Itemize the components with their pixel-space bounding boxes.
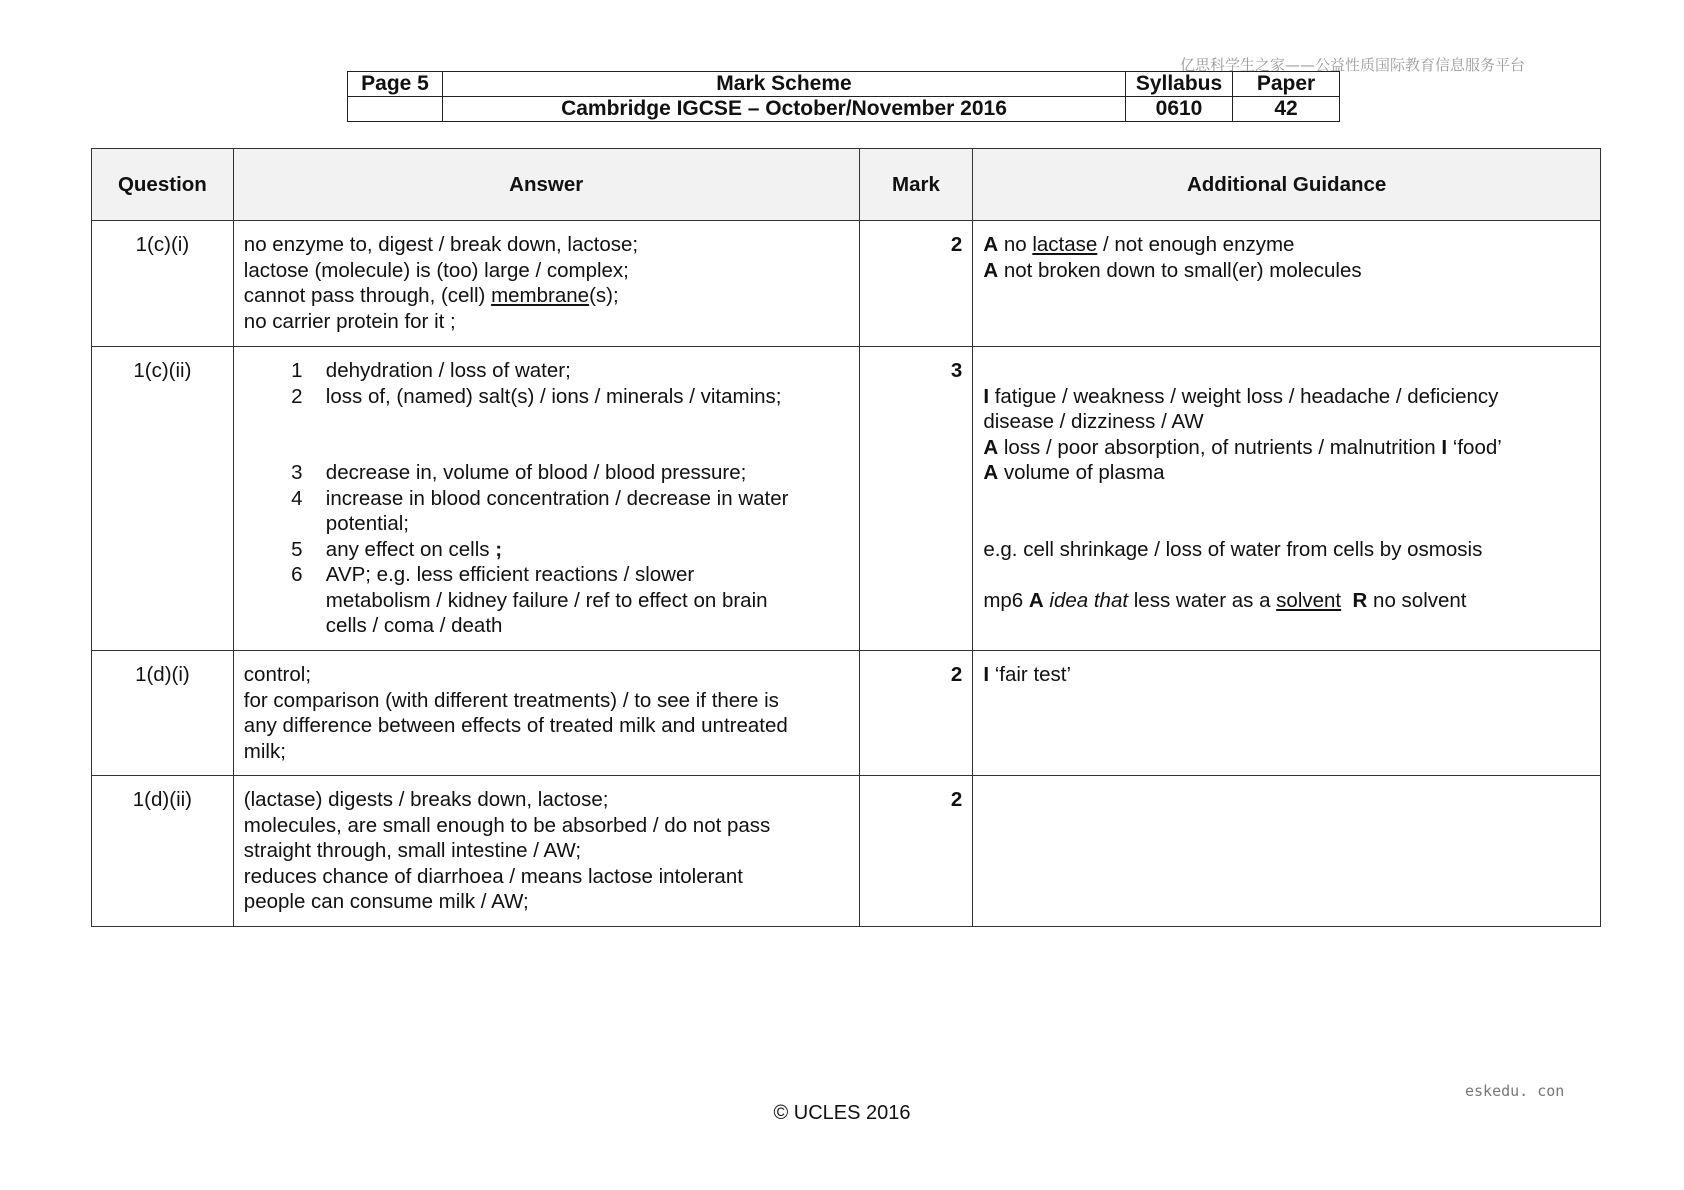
item-text [318, 562, 849, 639]
guidance-cell [973, 221, 1601, 347]
header-table [347, 71, 1340, 122]
item-text [318, 537, 849, 563]
table-row [92, 221, 1601, 347]
underlined-keyword: lactase [1032, 233, 1098, 256]
answer-line: milk; [243, 739, 286, 763]
guidance-text: / not enough enzyme [1097, 233, 1295, 256]
answer-line: molecules, are small enough to be absorbed / do not pass [243, 813, 771, 837]
guidance-line: disease / dizziness / AW [983, 410, 1204, 433]
column-header-question: Question [92, 149, 234, 221]
list-item [244, 562, 849, 639]
guidance-line [983, 662, 1590, 688]
answer-line: lactose (molecule) is (too) large / complex; [243, 258, 629, 282]
guidance-text: not broken down to small(er) molecules [998, 258, 1362, 282]
copyright-footer: © UCLES 2016 [773, 1102, 911, 1124]
mark-value: 2 [859, 221, 973, 347]
question-number: 1(d)(i) [92, 651, 234, 776]
answer-line: straight through, small intestine / AW; [243, 839, 582, 862]
item-text-line: AVP; e.g. less efficient reactions / slower [325, 563, 695, 586]
answer-line: reduces chance of diarrhoea / means lactose intolerant [243, 864, 743, 888]
guidance-cell [973, 651, 1601, 776]
column-header-answer: Answer [233, 149, 859, 221]
guidance-line [983, 384, 1590, 410]
page-number: Page 5 [348, 72, 443, 97]
answer-cell [233, 347, 859, 651]
accept-marker: A [983, 258, 999, 282]
item-text-line: metabolism / kidney failure / ref to effect on brain [325, 588, 768, 612]
guidance-text: no [998, 233, 1033, 256]
syllabus-code: 0610 [1126, 97, 1233, 122]
guidance-text: mp6 [983, 588, 1029, 612]
paper-label: Paper [1233, 72, 1340, 97]
item-text-bold: ; [495, 537, 503, 561]
question-number: 1(d)(ii) [92, 776, 234, 927]
answer-line: any difference between effects of treated milk and untreated [243, 714, 788, 737]
answer-line: control; [243, 663, 312, 686]
answer-text: (s); [589, 284, 619, 307]
question-number: 1(c)(ii) [92, 347, 234, 651]
syllabus-label: Syllabus [1126, 72, 1233, 97]
list-item [244, 358, 849, 384]
site-watermark: eskedu. con [1465, 1082, 1565, 1100]
item-text-line: potential; [325, 512, 409, 535]
list-item [244, 537, 849, 563]
ignore-marker: I [983, 663, 990, 686]
item-text [318, 486, 849, 537]
list-item [244, 460, 849, 486]
document-subtitle: Cambridge IGCSE – October/November 2016 [443, 97, 1126, 122]
watermark-text: 亿思科学生之家——公益性质国际教育信息服务平台 [1180, 56, 1526, 74]
ignore-marker: I [983, 384, 990, 408]
header-empty-cell [348, 97, 443, 122]
guidance-text: fatigue / weakness / weight loss / headache / deficiency [989, 384, 1499, 408]
guidance-line [983, 232, 1590, 258]
guidance-text: less water as a [1128, 588, 1277, 612]
guidance-line: e.g. cell shrinkage / loss of water from cells by osmosis [983, 537, 1483, 561]
answer-line [244, 283, 849, 309]
document-title: Mark Scheme [443, 72, 1126, 97]
accept-marker: A [983, 461, 999, 484]
answer-cell [233, 776, 859, 927]
item-number: 5 [291, 537, 303, 561]
table-row [92, 651, 1601, 776]
answer-line: for comparison (with different treatments) / to see if there is [243, 688, 779, 712]
guidance-line [983, 435, 1590, 461]
item-number: 2 [291, 384, 303, 408]
item-text-part: any effect on cells [325, 537, 496, 561]
guidance-text: ‘food’ [1447, 435, 1502, 459]
column-header-mark: Mark [859, 149, 973, 221]
answer-line: (lactase) digests / breaks down, lactose; [243, 788, 609, 811]
item-text-line: cells / coma / death [325, 614, 503, 637]
answer-text: cannot pass through, (cell) [243, 284, 492, 307]
accept-marker: A [983, 435, 999, 459]
question-number: 1(c)(i) [92, 221, 234, 347]
item-text: dehydration / loss of water; [325, 359, 571, 382]
item-text: loss of, (named) salt(s) / ions / minerals / vitamins; [325, 384, 782, 408]
paper-number: 42 [1233, 97, 1340, 122]
underlined-keyword: solvent [1276, 588, 1342, 612]
ignore-marker: I [1441, 435, 1448, 459]
column-header-guidance: Additional Guidance [973, 149, 1601, 221]
spacer [983, 486, 1590, 537]
guidance-text: ‘fair test’ [989, 663, 1072, 686]
answer-line: no enzyme to, digest / break down, lactose; [243, 233, 639, 256]
guidance-cell [973, 347, 1601, 651]
answer-line: people can consume milk / AW; [243, 890, 529, 913]
mark-scheme-table [91, 148, 1601, 927]
guidance-cell [973, 776, 1601, 927]
table-row [92, 347, 1601, 651]
item-number: 3 [291, 461, 303, 484]
answer-line: no carrier protein for it ; [243, 309, 456, 333]
guidance-italic: idea that [1043, 588, 1129, 612]
list-item [244, 384, 849, 410]
accept-marker: A [983, 233, 999, 256]
guidance-line [983, 258, 1590, 284]
guidance-text: no solvent [1367, 588, 1467, 612]
list-item [244, 486, 849, 537]
guidance-text: volume of plasma [998, 461, 1165, 484]
guidance-line [983, 588, 1590, 614]
spacer [983, 358, 1590, 384]
guidance-line [983, 460, 1590, 486]
item-number: 4 [291, 486, 303, 510]
mark-value: 2 [859, 776, 973, 927]
mark-value: 3 [859, 347, 973, 651]
item-text-line: increase in blood concentration / decrease in water [325, 486, 789, 510]
underlined-keyword: membrane [491, 284, 590, 307]
answer-cell [233, 651, 859, 776]
reject-marker: R [1352, 588, 1368, 612]
guidance-text: loss / poor absorption, of nutrients / malnutrition [998, 435, 1442, 459]
table-header-row [92, 149, 1601, 221]
answer-cell [233, 221, 859, 347]
accept-marker: A [1028, 588, 1044, 612]
spacer [244, 409, 849, 460]
item-number: 1 [291, 359, 303, 382]
item-text: decrease in, volume of blood / blood pressure; [325, 461, 747, 484]
table-row [92, 776, 1601, 927]
mark-value: 2 [859, 651, 973, 776]
item-number: 6 [291, 563, 303, 586]
spacer [983, 562, 1590, 588]
